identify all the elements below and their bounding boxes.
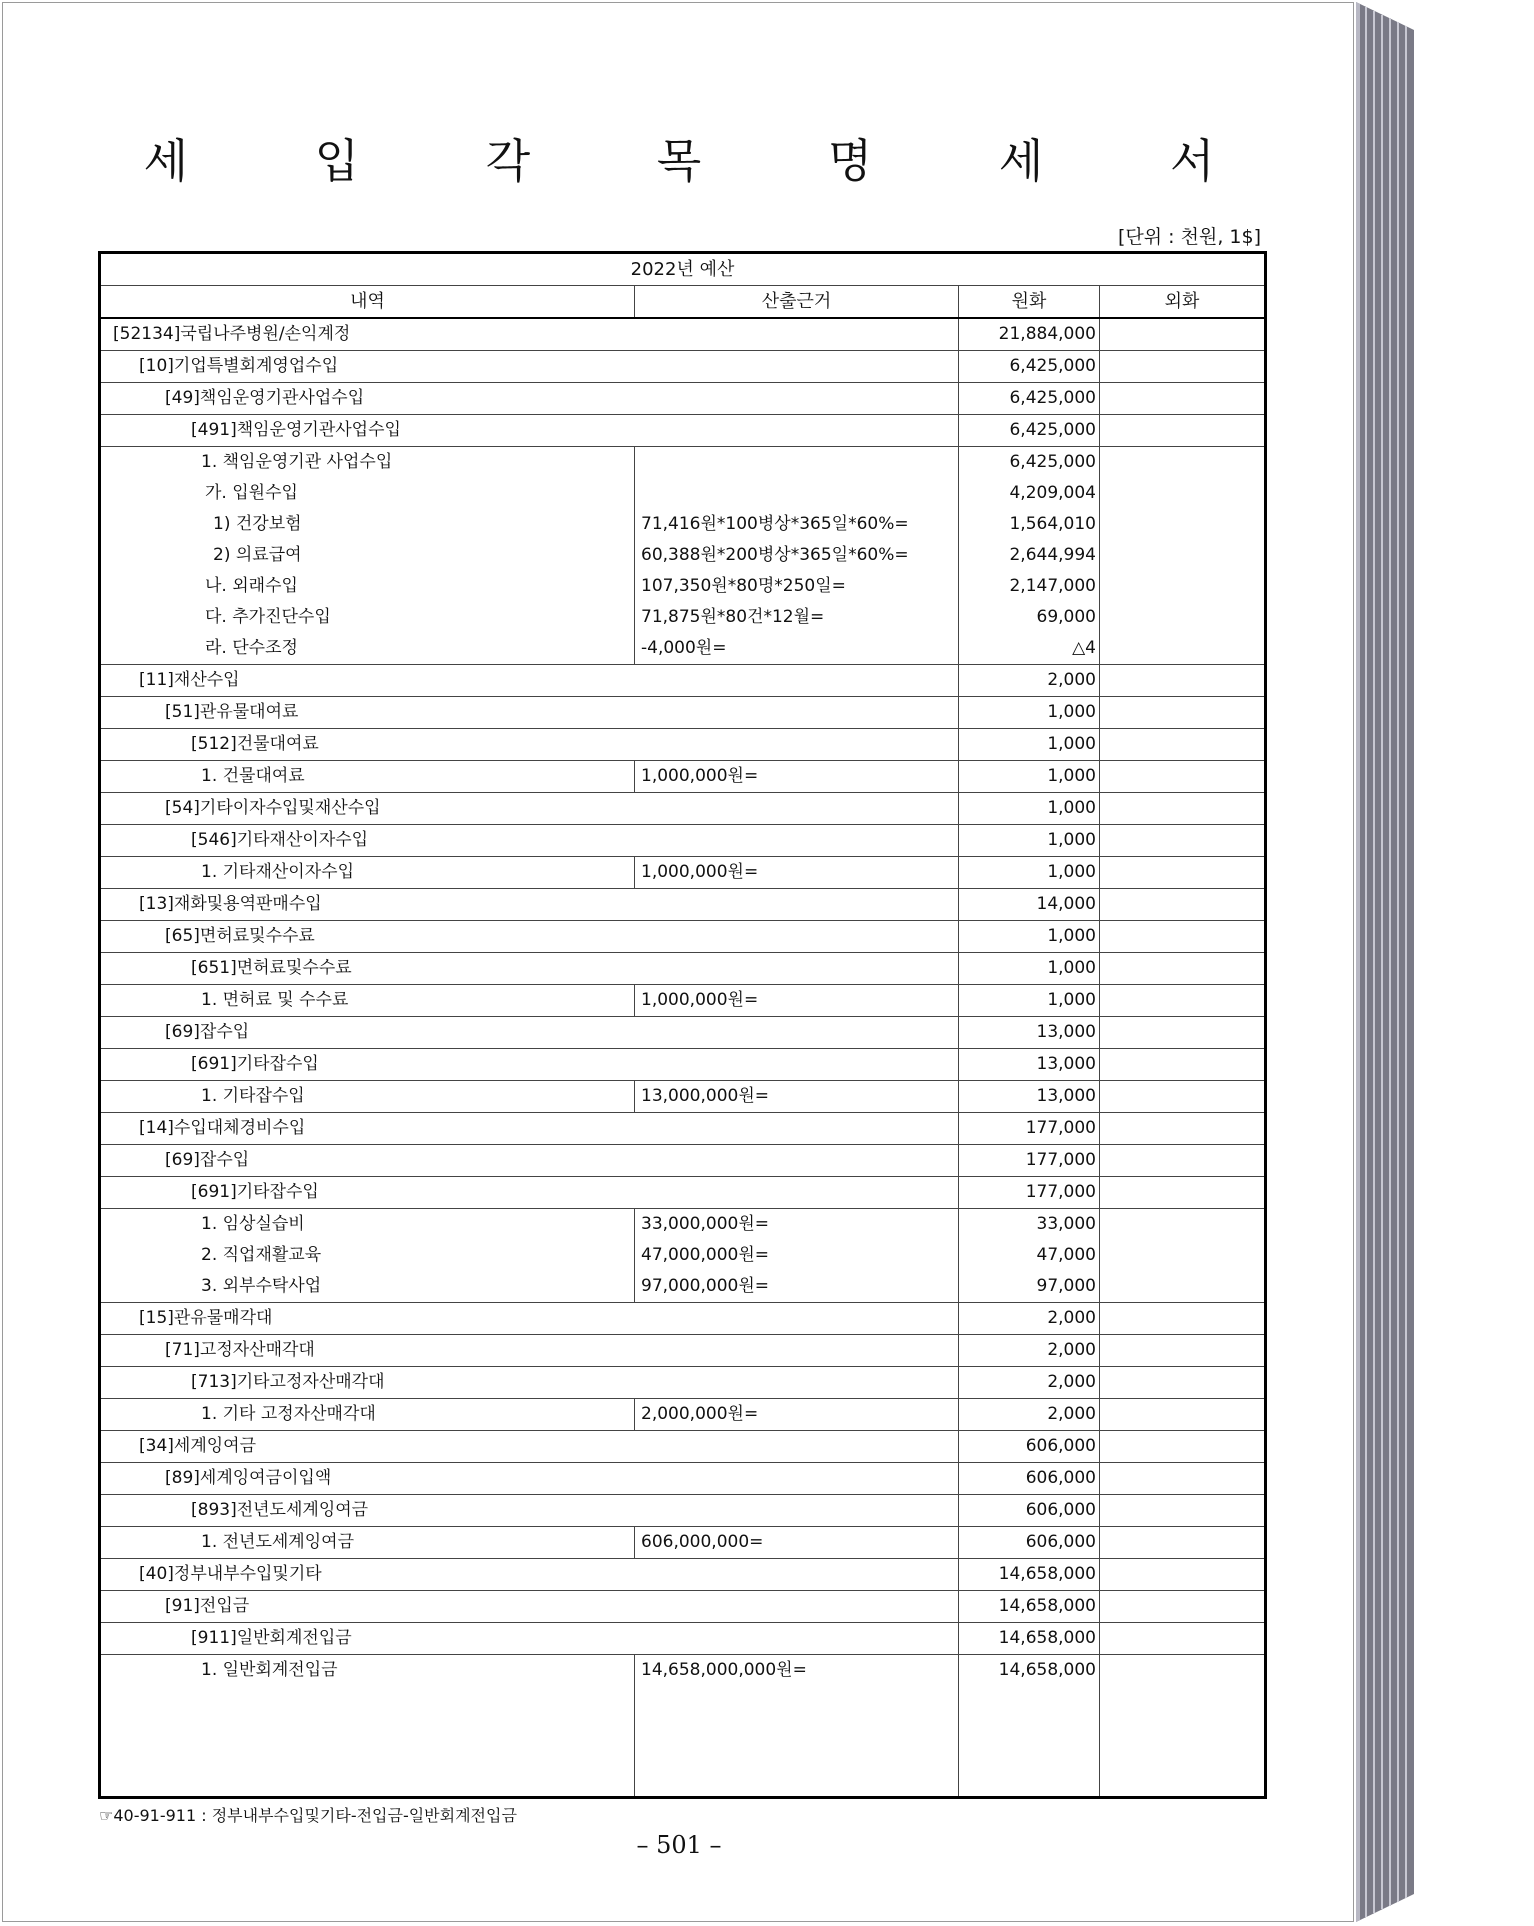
- table-row: [100, 1495, 1266, 1527]
- row-basis: 1,000,000원=: [635, 985, 959, 1017]
- row-item: [13]재화및용역판매수입: [100, 889, 959, 921]
- row-amount-krw: 1,000: [959, 921, 1100, 953]
- row-basis: 1,000,000원=: [635, 857, 959, 889]
- row-amount-fx: [1100, 1463, 1266, 1495]
- row-basis: 33,000,000원=: [635, 1209, 959, 1241]
- row-item: 2) 의료급여: [100, 540, 635, 571]
- unit-label: [단위 : 천원, 1$]: [1118, 226, 1261, 248]
- table-filler-row: [100, 1686, 1266, 1798]
- row-amount-fx: [1100, 1655, 1266, 1687]
- row-amount-fx: [1100, 478, 1266, 509]
- row-item: [34]세계잉여금: [100, 1431, 959, 1463]
- table-row: [100, 602, 1266, 633]
- row-item: [651]면허료및수수료: [100, 953, 959, 985]
- row-basis: 71,875원*80건*12월=: [635, 602, 959, 633]
- filler-cell: [635, 1686, 959, 1798]
- row-item: [52134]국립나주병원/손익계정: [100, 318, 959, 351]
- table-row: [100, 889, 1266, 921]
- row-item: 1. 책임운영기관 사업수입: [100, 447, 635, 479]
- row-amount-fx: [1100, 761, 1266, 793]
- table-row: [100, 1049, 1266, 1081]
- row-amount-fx: [1100, 1399, 1266, 1431]
- row-item: [14]수입대체경비수입: [100, 1113, 959, 1145]
- row-amount-fx: [1100, 415, 1266, 447]
- table-row: [100, 478, 1266, 509]
- row-amount-fx: [1100, 1240, 1266, 1271]
- row-item: [89]세계잉여금이입액: [100, 1463, 959, 1495]
- row-amount-krw: 177,000: [959, 1113, 1100, 1145]
- row-basis: -4,000원=: [635, 633, 959, 665]
- row-amount-krw: 14,000: [959, 889, 1100, 921]
- table-row: [100, 953, 1266, 985]
- row-amount-krw: 1,000: [959, 953, 1100, 985]
- row-amount-krw: 33,000: [959, 1209, 1100, 1241]
- row-item: [65]면허료및수수료: [100, 921, 959, 953]
- year-header-row: [100, 253, 1266, 286]
- column-header-fx: 외화: [1100, 286, 1266, 319]
- row-amount-krw: 177,000: [959, 1145, 1100, 1177]
- row-amount-krw: △4: [959, 633, 1100, 665]
- table-row: [100, 1177, 1266, 1209]
- table-row: [100, 1623, 1266, 1655]
- row-item: 1. 전년도세계잉여금: [100, 1527, 635, 1559]
- table-row: [100, 1399, 1266, 1431]
- table-row: [100, 415, 1266, 447]
- row-amount-krw: 6,425,000: [959, 383, 1100, 415]
- row-amount-fx: [1100, 889, 1266, 921]
- row-basis: 13,000,000원=: [635, 1081, 959, 1113]
- row-amount-krw: 606,000: [959, 1527, 1100, 1559]
- row-amount-krw: 2,000: [959, 1399, 1100, 1431]
- row-amount-krw: 606,000: [959, 1463, 1100, 1495]
- table-row: [100, 1335, 1266, 1367]
- row-amount-krw: 2,000: [959, 1335, 1100, 1367]
- row-amount-krw: 1,000: [959, 985, 1100, 1017]
- budget-table: [98, 251, 1267, 1799]
- row-basis: [635, 478, 959, 509]
- row-amount-fx: [1100, 729, 1266, 761]
- table-row: [100, 351, 1266, 383]
- table-row: [100, 857, 1266, 889]
- table-row: [100, 697, 1266, 729]
- row-item: 1. 기타잡수입: [100, 1081, 635, 1113]
- column-header-item: 내역: [100, 286, 635, 319]
- table-row: [100, 1463, 1266, 1495]
- book-page-edges: [1356, 2, 1414, 1922]
- row-amount-krw: 1,564,010: [959, 509, 1100, 540]
- table-row: [100, 761, 1266, 793]
- row-amount-krw: 13,000: [959, 1081, 1100, 1113]
- row-amount-krw: 47,000: [959, 1240, 1100, 1271]
- row-item: [69]잡수입: [100, 1145, 959, 1177]
- row-item: [15]관유물매각대: [100, 1303, 959, 1335]
- table-row: [100, 1081, 1266, 1113]
- row-basis: 60,388원*200병상*365일*60%=: [635, 540, 959, 571]
- row-item: [91]전입금: [100, 1591, 959, 1623]
- row-basis: 14,658,000,000원=: [635, 1655, 959, 1687]
- row-amount-fx: [1100, 1271, 1266, 1303]
- row-amount-fx: [1100, 1335, 1266, 1367]
- row-amount-krw: 6,425,000: [959, 447, 1100, 479]
- row-amount-krw: 14,658,000: [959, 1655, 1100, 1687]
- row-amount-krw: 177,000: [959, 1177, 1100, 1209]
- table-row: [100, 540, 1266, 571]
- row-item: [893]전년도세계잉여금: [100, 1495, 959, 1527]
- table-row: [100, 1209, 1266, 1241]
- row-amount-fx: [1100, 1177, 1266, 1209]
- row-amount-fx: [1100, 1049, 1266, 1081]
- row-amount-fx: [1100, 1527, 1266, 1559]
- row-item: 1. 일반회계전입금: [100, 1655, 635, 1687]
- row-item: [691]기타잡수입: [100, 1177, 959, 1209]
- budget-table-body: [100, 318, 1266, 1798]
- row-amount-krw: 2,000: [959, 1303, 1100, 1335]
- row-amount-fx: [1100, 1081, 1266, 1113]
- document-page: [2, 2, 1354, 1922]
- row-item: [491]책임운영기관사업수입: [100, 415, 959, 447]
- row-item: 나. 외래수입: [100, 571, 635, 602]
- table-row: [100, 1431, 1266, 1463]
- row-amount-fx: [1100, 1495, 1266, 1527]
- table-row: [100, 1559, 1266, 1591]
- filler-cell: [959, 1686, 1100, 1798]
- row-item: 1. 건물대여료: [100, 761, 635, 793]
- table-row: [100, 985, 1266, 1017]
- table-row: [100, 921, 1266, 953]
- row-amount-fx: [1100, 318, 1266, 351]
- row-amount-krw: 6,425,000: [959, 351, 1100, 383]
- column-header-krw: 원화: [959, 286, 1100, 319]
- table-row: [100, 825, 1266, 857]
- row-amount-krw: 69,000: [959, 602, 1100, 633]
- row-item: [71]고정자산매각대: [100, 1335, 959, 1367]
- row-item: [11]재산수입: [100, 665, 959, 697]
- row-amount-fx: [1100, 1303, 1266, 1335]
- row-amount-krw: 1,000: [959, 825, 1100, 857]
- row-amount-krw: 1,000: [959, 761, 1100, 793]
- table-row: [100, 571, 1266, 602]
- row-basis: [635, 447, 959, 479]
- row-amount-krw: 2,147,000: [959, 571, 1100, 602]
- row-amount-fx: [1100, 571, 1266, 602]
- page-number: – 501 –: [636, 1831, 722, 1859]
- row-item: 가. 입원수입: [100, 478, 635, 509]
- row-item: [51]관유물대여료: [100, 697, 959, 729]
- row-amount-fx: [1100, 633, 1266, 665]
- table-row: [100, 1303, 1266, 1335]
- row-amount-fx: [1100, 383, 1266, 415]
- row-item: 라. 단수조정: [100, 633, 635, 665]
- row-basis: 606,000,000=: [635, 1527, 959, 1559]
- row-item: [691]기타잡수입: [100, 1049, 959, 1081]
- row-amount-krw: 1,000: [959, 697, 1100, 729]
- row-amount-krw: 14,658,000: [959, 1591, 1100, 1623]
- table-row: [100, 1591, 1266, 1623]
- row-item: [512]건물대여료: [100, 729, 959, 761]
- row-item: [10]기업특별회계영업수입: [100, 351, 959, 383]
- row-amount-krw: 97,000: [959, 1271, 1100, 1303]
- row-item: 다. 추가진단수입: [100, 602, 635, 633]
- row-basis: 71,416원*100병상*365일*60%=: [635, 509, 959, 540]
- table-row: [100, 509, 1266, 540]
- row-amount-fx: [1100, 1209, 1266, 1241]
- row-amount-fx: [1100, 540, 1266, 571]
- row-basis: 1,000,000원=: [635, 761, 959, 793]
- row-amount-krw: 606,000: [959, 1431, 1100, 1463]
- table-row: [100, 793, 1266, 825]
- table-row: [100, 1367, 1266, 1399]
- row-item: 1. 기타재산이자수입: [100, 857, 635, 889]
- column-header-row: [100, 286, 1266, 319]
- row-amount-krw: 2,000: [959, 665, 1100, 697]
- row-amount-fx: [1100, 857, 1266, 889]
- table-row: [100, 1655, 1266, 1687]
- row-amount-krw: 14,658,000: [959, 1623, 1100, 1655]
- row-amount-krw: 1,000: [959, 729, 1100, 761]
- table-row: [100, 1017, 1266, 1049]
- row-amount-krw: 14,658,000: [959, 1559, 1100, 1591]
- row-item: 1. 기타 고정자산매각대: [100, 1399, 635, 1431]
- filler-cell: [1100, 1686, 1266, 1798]
- row-amount-fx: [1100, 1145, 1266, 1177]
- row-amount-fx: [1100, 697, 1266, 729]
- table-row: [100, 1271, 1266, 1303]
- row-amount-krw: 13,000: [959, 1017, 1100, 1049]
- row-amount-fx: [1100, 1367, 1266, 1399]
- row-amount-krw: 4,209,004: [959, 478, 1100, 509]
- row-item: 3. 외부수탁사업: [100, 1271, 635, 1303]
- row-amount-fx: [1100, 985, 1266, 1017]
- row-item: [54]기타이자수입및재산수입: [100, 793, 959, 825]
- table-row: [100, 318, 1266, 351]
- row-amount-fx: [1100, 1017, 1266, 1049]
- document-title: 세 입 각 목 명 세 서: [143, 134, 1271, 188]
- row-amount-krw: 606,000: [959, 1495, 1100, 1527]
- table-row: [100, 729, 1266, 761]
- row-amount-fx: [1100, 509, 1266, 540]
- row-amount-krw: 13,000: [959, 1049, 1100, 1081]
- row-basis: 2,000,000원=: [635, 1399, 959, 1431]
- row-amount-fx: [1100, 1623, 1266, 1655]
- row-amount-krw: 2,000: [959, 1367, 1100, 1399]
- column-header-basis: 산출근거: [635, 286, 959, 319]
- table-row: [100, 1113, 1266, 1145]
- row-item: [546]기타재산이자수입: [100, 825, 959, 857]
- row-amount-krw: 1,000: [959, 857, 1100, 889]
- filler-cell: [100, 1686, 635, 1798]
- row-basis: 47,000,000원=: [635, 1240, 959, 1271]
- row-amount-fx: [1100, 953, 1266, 985]
- table-row: [100, 383, 1266, 415]
- row-item: 1. 면허료 및 수수료: [100, 985, 635, 1017]
- table-row: [100, 1527, 1266, 1559]
- row-amount-fx: [1100, 1431, 1266, 1463]
- row-amount-fx: [1100, 602, 1266, 633]
- row-amount-krw: 6,425,000: [959, 415, 1100, 447]
- row-amount-fx: [1100, 1559, 1266, 1591]
- row-amount-fx: [1100, 665, 1266, 697]
- table-row: [100, 447, 1266, 479]
- row-amount-fx: [1100, 1591, 1266, 1623]
- footnote: ☞40-91-911 : 정부내부수입및기타-전입금-일반회계전입금: [99, 1806, 517, 1825]
- row-basis: 107,350원*80명*250일=: [635, 571, 959, 602]
- row-amount-krw: 1,000: [959, 793, 1100, 825]
- row-basis: 97,000,000원=: [635, 1271, 959, 1303]
- table-row: [100, 1145, 1266, 1177]
- row-amount-krw: 21,884,000: [959, 318, 1100, 351]
- row-amount-fx: [1100, 921, 1266, 953]
- row-amount-fx: [1100, 447, 1266, 479]
- row-item: [40]정부내부수입및기타: [100, 1559, 959, 1591]
- year-header: 2022년 예산: [100, 253, 1266, 286]
- row-amount-krw: 2,644,994: [959, 540, 1100, 571]
- row-item: [911]일반회계전입금: [100, 1623, 959, 1655]
- row-item: [49]책임운영기관사업수입: [100, 383, 959, 415]
- row-amount-fx: [1100, 351, 1266, 383]
- row-item: 1. 임상실습비: [100, 1209, 635, 1241]
- table-row: [100, 665, 1266, 697]
- table-row: [100, 1240, 1266, 1271]
- table-row: [100, 633, 1266, 665]
- row-item: [69]잡수입: [100, 1017, 959, 1049]
- row-item: 2. 직업재활교육: [100, 1240, 635, 1271]
- row-amount-fx: [1100, 825, 1266, 857]
- row-amount-fx: [1100, 1113, 1266, 1145]
- row-amount-fx: [1100, 793, 1266, 825]
- row-item: [713]기타고정자산매각대: [100, 1367, 959, 1399]
- row-item: 1) 건강보험: [100, 509, 635, 540]
